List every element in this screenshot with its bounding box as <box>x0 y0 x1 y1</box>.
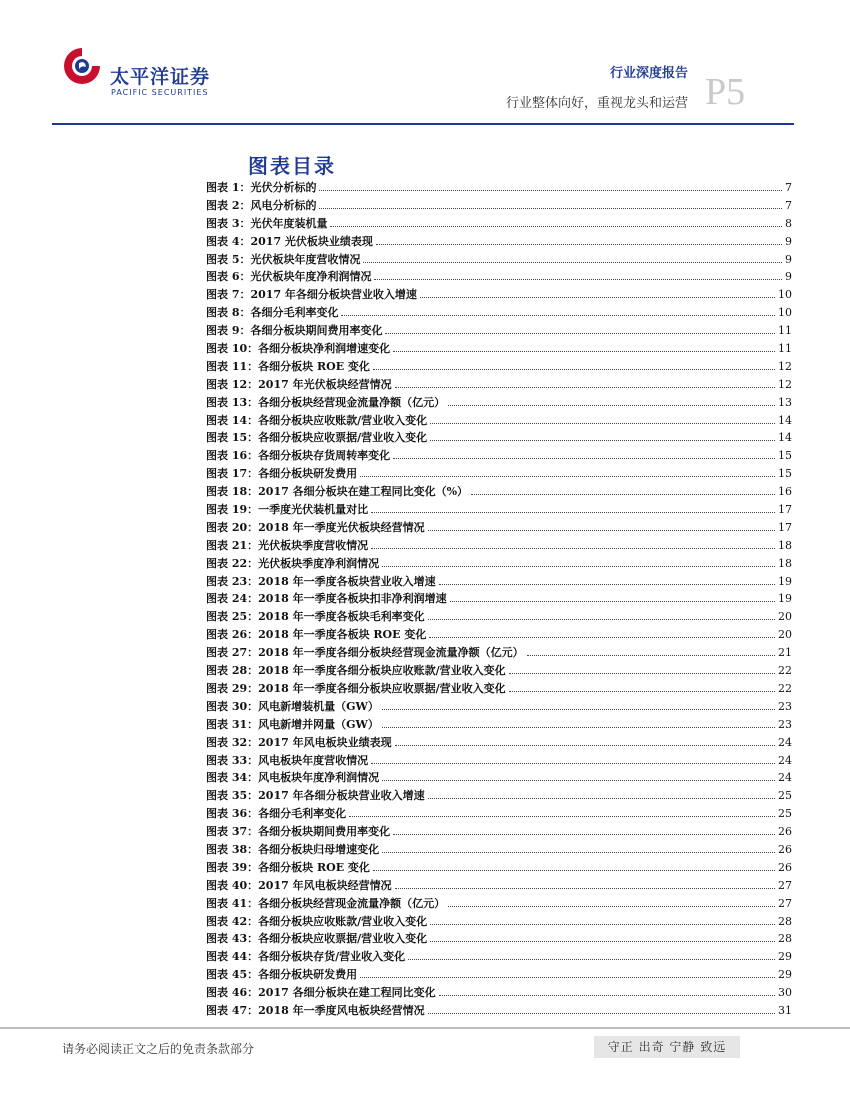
toc-item[interactable] <box>206 465 792 483</box>
toc-leader-dots <box>349 816 775 817</box>
toc-leader-dots <box>374 279 782 280</box>
toc-leader-dots <box>330 226 782 227</box>
toc-item-page: 22 <box>778 664 792 678</box>
toc-item-page: 24 <box>778 753 792 767</box>
toc-item-page: 25 <box>778 789 792 803</box>
toc-item[interactable] <box>206 626 792 644</box>
toc-item-page: 20 <box>778 610 792 624</box>
toc-item[interactable] <box>206 429 792 447</box>
toc-item-page: 17 <box>778 503 792 517</box>
toc-item[interactable] <box>206 948 792 966</box>
toc-leader-dots <box>408 959 775 960</box>
toc-leader-dots <box>439 995 775 996</box>
toc-item-label: 图表 26：2018 年一季度各板块 ROE 变化 <box>206 628 427 642</box>
toc-item-label: 图表 14：各细分板块应收账款/营业收入变化 <box>206 413 428 427</box>
toc-leader-dots <box>527 655 775 656</box>
toc-item-page: 19 <box>778 574 792 588</box>
toc-item[interactable] <box>206 644 792 662</box>
toc-leader-dots <box>430 423 775 424</box>
toc-item-label: 图表 23：2018 年一季度各板块营业收入增速 <box>206 574 436 588</box>
toc-item[interactable] <box>206 340 792 358</box>
toc-item-label: 图表 6：光伏板块年度净利润情况 <box>206 270 372 284</box>
toc-item-label: 图表 39：各细分板块 ROE 变化 <box>206 860 370 874</box>
toc-item[interactable] <box>206 304 792 322</box>
toc-item-page: 8 <box>785 216 792 230</box>
toc-item-page: 7 <box>785 198 792 212</box>
toc-item-label: 图表 31：风电新增并网量（GW） <box>206 717 379 731</box>
toc-item[interactable] <box>206 608 792 626</box>
toc-item-page: 28 <box>778 914 792 928</box>
toc-item-label: 图表 7：2017 年各细分板块营业收入增速 <box>206 288 417 302</box>
toc-item[interactable] <box>206 769 792 787</box>
toc-leader-dots <box>373 870 775 871</box>
toc-item-label: 图表 16：各细分板块存货周转率变化 <box>206 449 391 463</box>
toc-item-page: 21 <box>778 646 792 660</box>
toc-item-page: 30 <box>778 986 792 1000</box>
toc-leader-dots <box>509 691 775 692</box>
toc-item[interactable] <box>206 447 792 465</box>
pacific-securities-logo-icon <box>62 46 102 86</box>
toc-item[interactable] <box>206 179 792 197</box>
toc-item-page: 18 <box>778 556 792 570</box>
toc-item-page: 18 <box>778 538 792 552</box>
toc-item-page: 15 <box>778 467 792 481</box>
toc-item-label: 图表 12：2017 年光伏板块经营情况 <box>206 377 392 391</box>
toc-item-label: 图表 25：2018 年一季度各板块毛利率变化 <box>206 610 425 624</box>
toc-item[interactable] <box>206 734 792 752</box>
toc-leader-dots <box>395 888 775 889</box>
toc-item-page: 26 <box>778 825 792 839</box>
toc-leader-dots <box>428 619 775 620</box>
toc-item[interactable] <box>206 805 792 823</box>
toc-item-label: 图表 34：风电板块年度净利润情况 <box>206 771 380 785</box>
toc-item[interactable] <box>206 501 792 519</box>
toc-leader-dots <box>395 745 775 746</box>
toc-item-page: 27 <box>778 896 792 910</box>
toc-item-label: 图表 13：各细分板块经营现金流量净额（亿元） <box>206 395 446 409</box>
toc-item-label: 图表 21：光伏板块季度营收情况 <box>206 538 369 552</box>
toc-leader-dots <box>471 494 775 495</box>
toc-item[interactable] <box>206 590 792 608</box>
toc-leader-dots <box>429 637 775 638</box>
company-name-en: PACIFIC SECURITIES <box>111 88 209 97</box>
toc-item[interactable] <box>206 376 792 394</box>
toc-item-page: 27 <box>778 878 792 892</box>
toc-item-label: 图表 17：各细分板块研发费用 <box>206 467 358 481</box>
toc-item-page: 26 <box>778 860 792 874</box>
toc-item[interactable] <box>206 966 792 984</box>
toc-item[interactable] <box>206 573 792 591</box>
report-type: 行业深度报告 <box>609 66 688 81</box>
toc-item[interactable] <box>206 698 792 716</box>
toc-leader-dots <box>448 906 775 907</box>
toc-item[interactable] <box>206 412 792 430</box>
toc-item[interactable] <box>206 662 792 680</box>
toc-item[interactable] <box>206 358 792 376</box>
toc-item-page: 12 <box>778 377 792 391</box>
toc-item-page: 28 <box>778 932 792 946</box>
toc-item-label: 图表 33：风电板块年度营收情况 <box>206 753 369 767</box>
toc-item-page: 19 <box>778 592 792 606</box>
toc-item-label: 图表 20：2018 年一季度光伏板块经营情况 <box>206 520 425 534</box>
toc-leader-dots <box>393 834 775 835</box>
toc-leader-dots <box>382 852 775 853</box>
toc-item[interactable] <box>206 483 792 501</box>
toc-item-page: 22 <box>778 681 792 695</box>
toc-item-page: 9 <box>785 234 792 248</box>
toc-item-page: 13 <box>778 395 792 409</box>
toc-item-label: 图表 40：2017 年风电板块经营情况 <box>206 878 392 892</box>
toc-list <box>206 179 792 1020</box>
toc-leader-dots <box>430 941 775 942</box>
toc-item-label: 图表 43：各细分板块应收票据/营业收入变化 <box>206 932 428 946</box>
toc-item-label: 图表 24：2018 年一季度各板块扣非净利润增速 <box>206 592 447 606</box>
toc-leader-dots <box>430 440 775 441</box>
toc-leader-dots <box>382 780 775 781</box>
toc-leader-dots <box>450 601 775 602</box>
toc-item-label: 图表 5：光伏板块年度营收情况 <box>206 252 361 266</box>
toc-item-label: 图表 3：光伏年度装机量 <box>206 216 328 230</box>
toc-item-label: 图表 9：各细分板块期间费用率变化 <box>206 324 383 338</box>
toc-item[interactable] <box>206 895 792 913</box>
toc-item-page: 12 <box>778 359 792 373</box>
toc-item-page: 24 <box>778 771 792 785</box>
toc-item[interactable] <box>206 787 792 805</box>
toc-leader-dots <box>371 512 775 513</box>
footer-motto: 守正 出奇 宁静 致远 <box>594 1036 740 1058</box>
toc-item[interactable] <box>206 680 792 698</box>
toc-leader-dots <box>395 387 775 388</box>
toc-item[interactable] <box>206 322 792 340</box>
toc-item[interactable] <box>206 233 792 251</box>
toc-item[interactable] <box>206 930 792 948</box>
toc-item-page: 25 <box>778 807 792 821</box>
toc-leader-dots <box>393 351 775 352</box>
toc-item-page: 16 <box>778 485 792 499</box>
toc-item-label: 图表 15：各细分板块应收票据/营业收入变化 <box>206 431 428 445</box>
toc-item[interactable] <box>206 984 792 1002</box>
toc-item-label: 图表 4：2017 光伏板块业绩表现 <box>206 234 373 248</box>
header-divider <box>52 123 794 125</box>
toc-item-page: 17 <box>778 520 792 534</box>
toc-item-label: 图表 42：各细分板块应收账款/营业收入变化 <box>206 914 428 928</box>
toc-item-page: 7 <box>785 181 792 194</box>
toc-item[interactable] <box>206 1002 792 1020</box>
toc-item[interactable] <box>206 841 792 859</box>
toc-item[interactable] <box>206 716 792 734</box>
toc-item-label: 图表 28：2018 年一季度各细分板块应收账款/营业收入变化 <box>206 664 506 678</box>
toc-item-page: 29 <box>778 950 792 964</box>
toc-item-page: 29 <box>778 968 792 982</box>
toc-item-page: 10 <box>778 288 792 302</box>
toc-item-label: 图表 29：2018 年一季度各细分板块应收票据/营业收入变化 <box>206 681 506 695</box>
toc-item-label: 图表 8：各细分毛利率变化 <box>206 306 339 320</box>
toc-item-label: 图表 2：风电分析标的 <box>206 198 317 212</box>
toc-item-label: 图表 30：风电新增装机量（GW） <box>206 699 379 713</box>
toc-item[interactable] <box>206 286 792 304</box>
toc-item-label: 图表 32：2017 年风电板块业绩表现 <box>206 735 392 749</box>
toc-leader-dots <box>382 727 775 728</box>
toc-item[interactable] <box>206 877 792 895</box>
toc-item-label: 图表 44：各细分板块存货/营业收入变化 <box>206 950 406 964</box>
toc-item-label: 图表 27：2018 年一季度各细分板块经营现金流量净额（亿元） <box>206 646 524 660</box>
page-number: P5 <box>705 71 746 113</box>
toc-item-page: 15 <box>778 449 792 463</box>
toc-item-page: 14 <box>778 431 792 445</box>
toc-leader-dots <box>341 315 775 316</box>
toc-item-page: 26 <box>778 842 792 856</box>
toc-item[interactable] <box>206 197 792 215</box>
toc-item-page: 14 <box>778 413 792 427</box>
toc-leader-dots <box>363 262 782 263</box>
toc-leader-dots <box>371 763 775 764</box>
toc-leader-dots <box>373 369 775 370</box>
toc-item-label: 图表 45：各细分板块研发费用 <box>206 968 358 982</box>
toc-leader-dots <box>319 208 782 209</box>
toc-item[interactable] <box>206 823 792 841</box>
toc-leader-dots <box>428 530 775 531</box>
toc-leader-dots <box>439 584 775 585</box>
toc-item-label: 图表 41：各细分板块经营现金流量净额（亿元） <box>206 896 446 910</box>
toc-item-label: 图表 18：2017 各细分板块在建工程同比变化（%） <box>206 485 469 499</box>
toc-leader-dots <box>382 566 775 567</box>
toc-item[interactable] <box>206 913 792 931</box>
toc-leader-dots <box>448 405 775 406</box>
toc-item-page: 20 <box>778 628 792 642</box>
toc-item-label: 图表 46：2017 各细分板块在建工程同比变化 <box>206 986 436 1000</box>
toc-leader-dots <box>319 190 782 191</box>
toc-item[interactable] <box>206 752 792 770</box>
footer-disclaimer: 请务必阅读正文之后的免责条款部分 <box>62 1042 255 1056</box>
toc-leader-dots <box>420 297 775 298</box>
toc-item[interactable] <box>206 268 792 286</box>
toc-item-page: 31 <box>778 1003 792 1017</box>
toc-leader-dots <box>360 476 775 477</box>
toc-item-page: 11 <box>778 342 792 356</box>
report-subtitle: 行业整体向好，重视龙头和运营 <box>505 96 688 111</box>
toc-item-label: 图表 11：各细分板块 ROE 变化 <box>206 359 370 373</box>
toc-item-label: 图表 1：光伏分析标的 <box>206 181 317 194</box>
toc-item[interactable] <box>206 859 792 877</box>
toc-leader-dots <box>360 977 775 978</box>
toc-item-label: 图表 47：2018 年一季度风电板块经营情况 <box>206 1003 425 1017</box>
toc-item-page: 24 <box>778 735 792 749</box>
toc-leader-dots <box>393 458 775 459</box>
toc-item-page: 11 <box>778 324 792 338</box>
toc-leader-dots <box>428 798 775 799</box>
toc-item-page: 23 <box>778 717 792 731</box>
toc-item-label: 图表 10：各细分板块净利润增速变化 <box>206 342 391 356</box>
toc-leader-dots <box>509 673 775 674</box>
toc-leader-dots <box>385 333 775 334</box>
toc-item[interactable] <box>206 251 792 269</box>
toc-item-label: 图表 36：各细分毛利率变化 <box>206 807 347 821</box>
toc-item-page: 10 <box>778 306 792 320</box>
footer-divider <box>0 1027 850 1029</box>
toc-item[interactable] <box>206 519 792 537</box>
toc-item-label: 图表 22：光伏板块季度净利润情况 <box>206 556 380 570</box>
company-name-cn: 太平洋证券 <box>110 66 211 88</box>
page-header <box>0 0 850 130</box>
toc-item[interactable] <box>206 394 792 412</box>
toc-item-label: 图表 19：一季度光伏装机量对比 <box>206 503 369 517</box>
toc-title: 图表目录 <box>248 154 336 178</box>
toc-leader-dots <box>428 1013 775 1014</box>
toc-item-label: 图表 35：2017 年各细分板块营业收入增速 <box>206 789 425 803</box>
toc-item-page: 9 <box>785 270 792 284</box>
toc-leader-dots <box>382 709 775 710</box>
toc-leader-dots <box>430 924 775 925</box>
toc-item-page: 9 <box>785 252 792 266</box>
toc-item[interactable] <box>206 555 792 573</box>
toc-leader-dots <box>376 244 782 245</box>
toc-item[interactable] <box>206 215 792 233</box>
toc-item-label: 图表 37：各细分板块期间费用率变化 <box>206 825 391 839</box>
toc-leader-dots <box>371 548 775 549</box>
toc-item-page: 23 <box>778 699 792 713</box>
toc-item[interactable] <box>206 537 792 555</box>
toc-item-label: 图表 38：各细分板块归母增速变化 <box>206 842 380 856</box>
